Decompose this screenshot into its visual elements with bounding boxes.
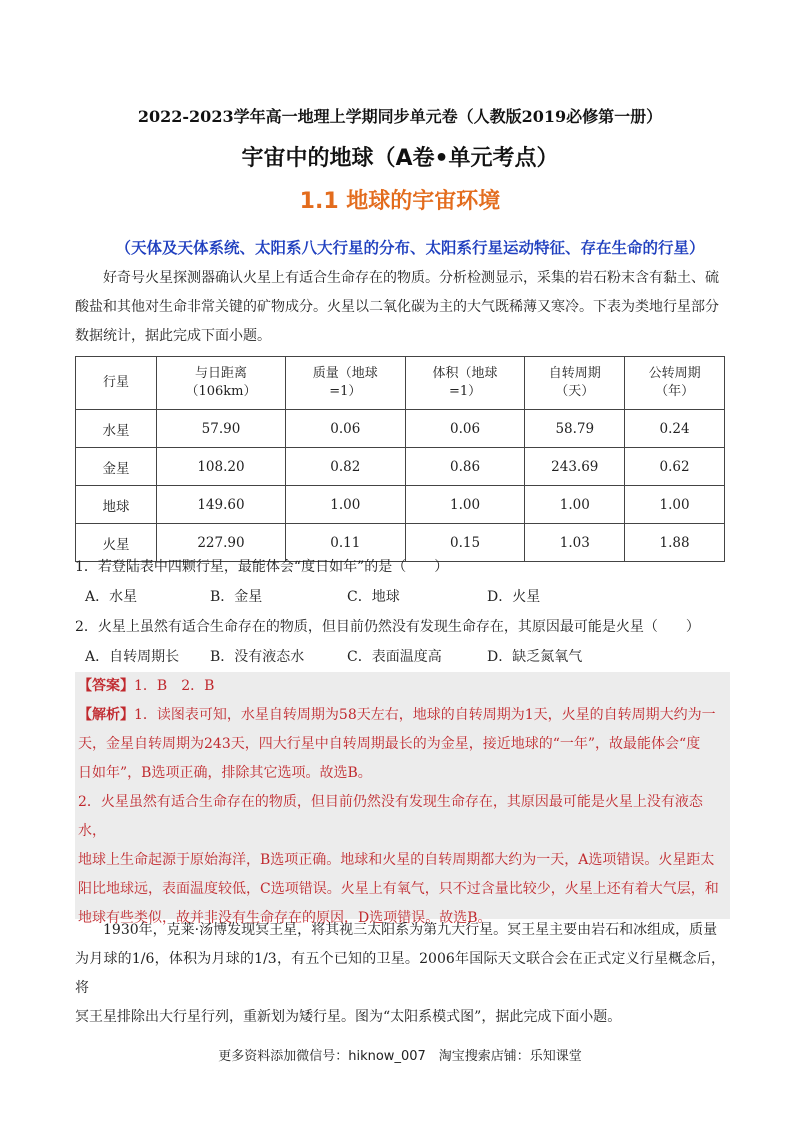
- page-footer: 更多资料添加微信号：hiknow_007 淘宝搜索店铺：乐知课堂: [218, 1049, 582, 1064]
- table-cell: 108.20: [157, 448, 286, 486]
- header-revolution: 公转周期 （年）: [625, 357, 725, 410]
- table-row: [76, 486, 725, 524]
- table-cell: 0.11: [285, 524, 405, 562]
- analysis-line-1: 【解析】1．读图表可知，水星自转周期为58天左右，地球的自转周期为1天，火星的自转周期大约为一: [78, 707, 716, 723]
- table-cell: 0.06: [405, 410, 525, 448]
- question-1: 1．若登陆表中四颗行星，最能体会“度日如年”的是（ ）: [75, 559, 449, 575]
- table-cell: 227.90: [157, 524, 286, 562]
- table-cell: 0.82: [285, 448, 405, 486]
- intro-line-2: 酸盐和其他对生命非常关键的矿物成分。火星以二氧化碳为主的大气既稀薄又寒冷。下表为类地行星部分: [75, 299, 719, 315]
- q2-option-b: B．没有液态水: [210, 649, 305, 665]
- table-cell: 0.15: [405, 524, 525, 562]
- header-distance: 与日距离 （106km）: [157, 357, 286, 410]
- q2-option-d: D．缺乏氮氧气: [487, 649, 583, 665]
- table-cell: 243.69: [525, 448, 625, 486]
- header-mass: 质量（地球 =1）: [285, 357, 405, 410]
- header-rotation: 自转周期 （天）: [525, 357, 625, 410]
- answer-text: 1．B 2．B: [134, 678, 215, 694]
- table-row: [76, 410, 725, 448]
- answer-tag: 【答案】: [78, 678, 134, 694]
- header-volume: 体积（地球 =1）: [405, 357, 525, 410]
- table-cell: 1.00: [625, 486, 725, 524]
- table-cell: 1.00: [285, 486, 405, 524]
- table-cell: 0.06: [285, 410, 405, 448]
- table-cell: 0.62: [625, 448, 725, 486]
- analysis-line-5: 地球上生命起源于原始海洋，B选项正确。地球和火星的自转周期都大约为一天，A选项错误。火星距太: [78, 852, 715, 868]
- pluto-paragraph: [75, 916, 725, 1032]
- analysis-line-2: 天，金星自转周期为243天，四大行星中自转周期最长的为金星，接近地球的“一年”，故最能体会“度: [78, 736, 701, 752]
- pluto-line-2: 为月球的1/6，体积为月球的1/3，有五个已知的卫星。2006年国际天文联合会在正式定义行星概念后，将: [75, 951, 725, 996]
- q1-option-b: B．金星: [210, 589, 263, 605]
- table-cell: 1.88: [625, 524, 725, 562]
- q1-option-d: D．火星: [487, 589, 541, 605]
- answer-section: [78, 672, 728, 933]
- question-2: 2．火星上虽然有适合生命存在的物质，但目前仍然没有发现生命存在，其原因最可能是火星（ ）: [75, 619, 700, 635]
- pluto-line-3: 冥王星排除出大行星行列，重新划为矮行星。图为“太阳系模式图”，据此完成下面小题。: [75, 1009, 622, 1025]
- q2-option-a: A．自转周期长: [85, 649, 180, 665]
- intro-paragraph: [75, 264, 725, 351]
- table-cell: 149.60: [157, 486, 286, 524]
- table-cell: 1.03: [525, 524, 625, 562]
- table-cell: 58.79: [525, 410, 625, 448]
- table-header-row: [76, 357, 725, 410]
- analysis-line-4: 2．火星虽然有适合生命存在的物质，但目前仍然没有发现生命存在，其原因最可能是火星上没有液态水，: [78, 794, 703, 839]
- pluto-line-1: 1930年，克莱·汤博发现冥王星，将其视三太阳系为第九大行星。冥王星主要由岩石和冰组成，质量: [103, 922, 718, 938]
- table-row: [76, 448, 725, 486]
- table-cell: 1.00: [405, 486, 525, 524]
- answer-line: [78, 672, 728, 701]
- table-cell: 57.90: [157, 410, 286, 448]
- analysis-line-3: 日如年”，B选项正确，排除其它选项。故选B。: [78, 765, 372, 781]
- table-cell: 1.00: [525, 486, 625, 524]
- q2-option-c: C．表面温度高: [347, 649, 442, 665]
- analysis-line-6: 阳比地球远，表面温度较低，C选项错误。火星上有氧气，只不过含量比较少，火星上还有着大气层，和: [78, 881, 719, 897]
- topic-line: （天体及天体系统、太阳系八大行星的分布、太阳系行星运动特征、存在生命的行星）: [115, 238, 705, 257]
- document-header: 2022-2023学年高一地理上学期同步单元卷（人教版2019必修第一册）: [137, 107, 663, 126]
- intro-line-1: 好奇号火星探测器确认火星上有适合生命存在的物质。分析检测显示，采集的岩石粉末含有黏土、硫: [103, 270, 719, 286]
- intro-line-3: 数据统计，据此完成下面小题。: [75, 328, 271, 344]
- table-cell: 水星: [76, 410, 157, 448]
- header-planet: 行星: [76, 357, 157, 410]
- table-cell: 金星: [76, 448, 157, 486]
- table-cell: 地球: [76, 486, 157, 524]
- page-title: 宇宙中的地球（A卷•单元考点）: [241, 146, 559, 171]
- table-cell: 0.86: [405, 448, 525, 486]
- analysis-tag: 【解析】: [78, 707, 134, 723]
- q1-option-c: C．地球: [347, 589, 400, 605]
- table-cell: 0.24: [625, 410, 725, 448]
- analysis-line-7: 地球有些类似，故并非没有生命存在的原因，D选项错误。故选B。: [78, 910, 492, 926]
- table-cell: 火星: [76, 524, 157, 562]
- q1-option-a: A．水星: [85, 589, 138, 605]
- planet-data-table: [75, 356, 725, 562]
- section-title: 1.1 地球的宇宙环境: [299, 189, 501, 214]
